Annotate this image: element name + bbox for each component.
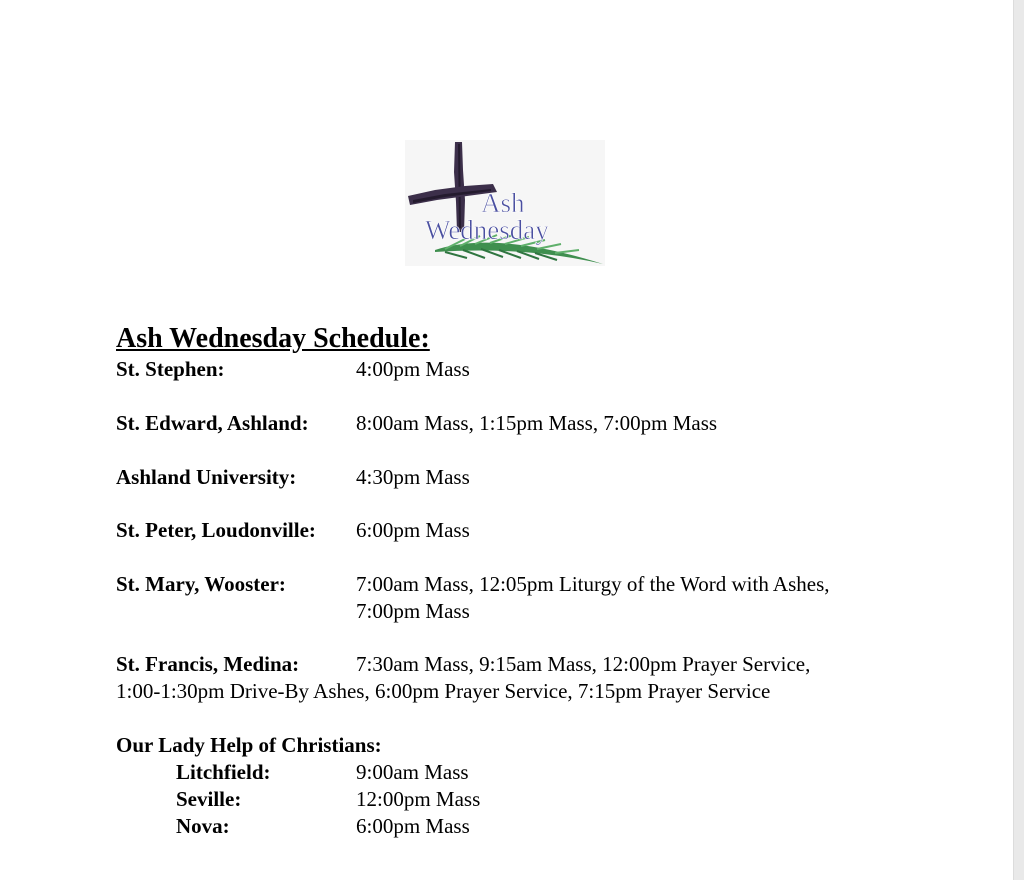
parish-label: Ashland University: bbox=[116, 465, 297, 489]
parish-label: St. Peter, Loudonville: bbox=[116, 518, 316, 542]
mass-times-continued: 7:00pm Mass bbox=[356, 599, 470, 623]
parish-label: St. Mary, Wooster: bbox=[116, 572, 286, 596]
mass-times: 6:00pm Mass bbox=[356, 814, 470, 838]
mass-times: 6:00pm Mass bbox=[356, 518, 470, 542]
parish-label: St. Francis, Medina: bbox=[116, 652, 300, 676]
site-label: Nova: bbox=[176, 814, 230, 838]
mass-times: 4:00pm Mass bbox=[356, 357, 470, 381]
mass-times: 7:00am Mass, 12:05pm Liturgy of the Word with Ashes, bbox=[356, 572, 830, 596]
ash-wednesday-logo bbox=[405, 140, 605, 266]
parish-label: St. Stephen: bbox=[116, 357, 225, 381]
mass-times: 12:00pm Mass bbox=[356, 787, 481, 811]
mass-times: 9:00am Mass bbox=[356, 760, 469, 784]
olhc-label: Our Lady Help of Christians: bbox=[116, 733, 382, 757]
logo-word-wednesday: Wednesday bbox=[425, 215, 549, 245]
site-label: Seville: bbox=[176, 787, 242, 811]
schedule-heading: Ash Wednesday Schedule: bbox=[116, 323, 430, 354]
mass-times: 7:30am Mass, 9:15am Mass, 12:00pm Prayer Service, bbox=[356, 652, 811, 676]
mass-times: 8:00am Mass, 1:15pm Mass, 7:00pm Mass bbox=[356, 411, 718, 435]
schedule-entry-st-francis-continued: 1:00-1:30pm Drive-By Ashes, 6:00pm Prayer Service, 7:15pm Prayer Service bbox=[116, 679, 771, 703]
site-label: Litchfield: bbox=[176, 760, 271, 784]
cross-palm-icon bbox=[405, 140, 605, 266]
window-edge bbox=[1013, 0, 1024, 880]
mass-times: 4:30pm Mass bbox=[356, 465, 470, 489]
logo-word-ash: Ash bbox=[481, 188, 525, 218]
parish-label: St. Edward, Ashland: bbox=[116, 411, 309, 435]
